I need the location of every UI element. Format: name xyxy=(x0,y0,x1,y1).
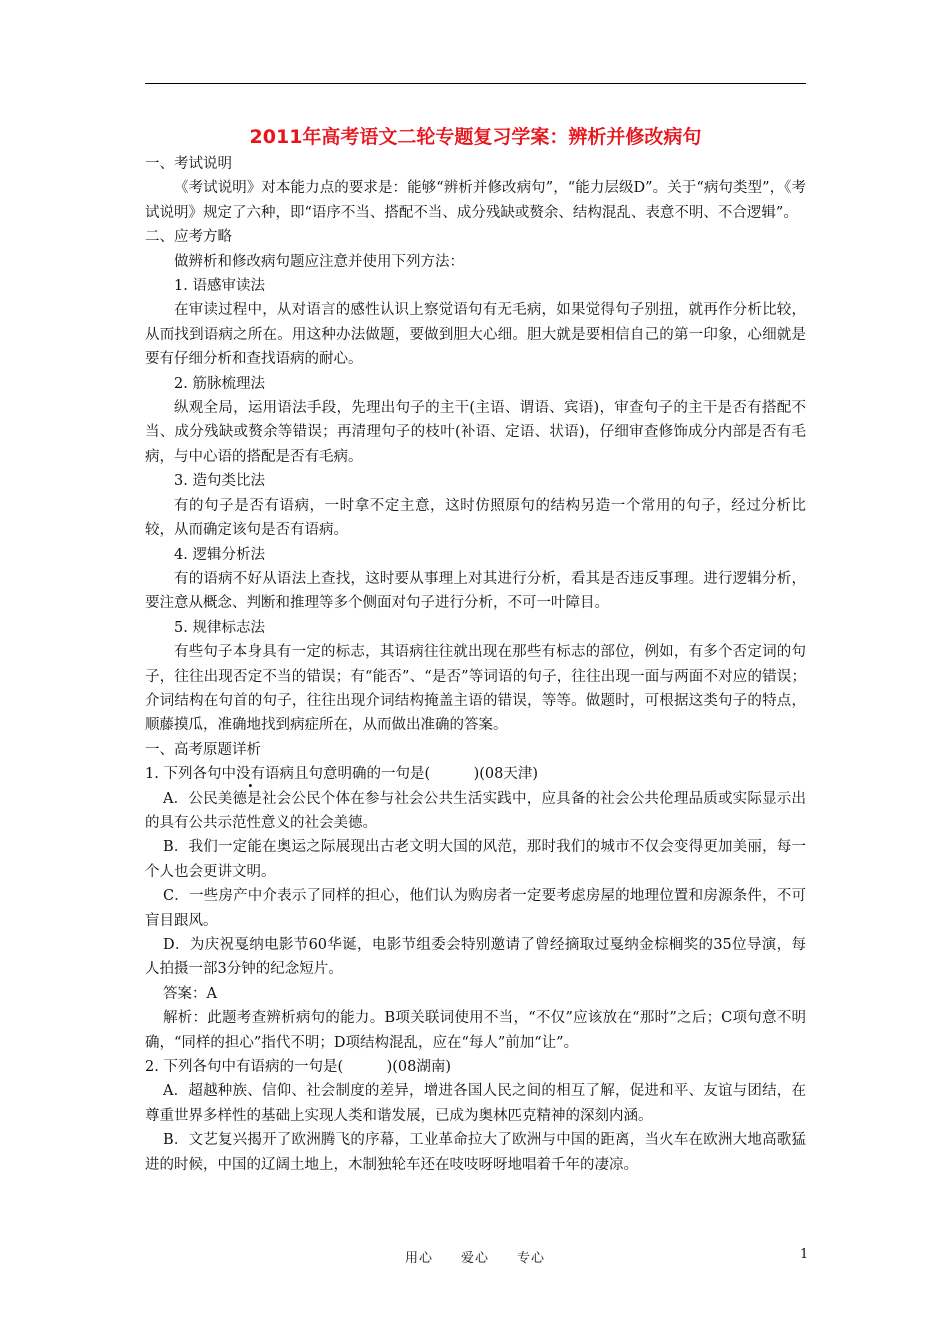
section-heading-past-questions: 一、高考原题详析 xyxy=(145,741,261,758)
page-number: 1 xyxy=(800,1247,809,1262)
strategy-intro: 做辨析和修改病句题应注意并使用下列方法： xyxy=(174,253,464,270)
question-1-stem-pre: 1. 下列各句中 xyxy=(145,766,236,783)
document-title: 2011年高考语文二轮专题复习学案：辨析并修改病句 xyxy=(249,126,702,148)
question-1-stem xyxy=(145,762,806,786)
question-2-stem: 2. 下列各句中有语病的一句是( )(08湖南) xyxy=(145,1059,452,1076)
section-heading-strategy: 二、应考方略 xyxy=(145,229,232,246)
question-1-option-b: B．我们一定能在奥运之际展现出古老文明大国的风范，那时我们的城市不仅会变得更加美丽，每一个人也会更讲文明。 xyxy=(145,839,806,880)
method-3-title: 3. 造句类比法 xyxy=(174,473,265,490)
header-rule xyxy=(145,83,806,84)
question-1-option-d: D．为庆祝戛纳电影节60华诞，电影节组委会特别邀请了曾经摘取过戛纳金棕榈奖的35位导演，每人拍摄一部3分钟的纪念短片。 xyxy=(145,937,806,978)
method-1-title: 1. 语感审读法 xyxy=(174,278,265,295)
document-body xyxy=(145,124,806,1177)
question-1-option-a: A．公民美德是社会公民个体在参与社会公共生活实践中，应具备的社会公共伦理品质或实际显示出的具有公共示范性意义的社会美德。 xyxy=(145,790,806,831)
method-2-title: 2. 筋脉梳理法 xyxy=(174,375,265,392)
method-5-title: 5. 规律标志法 xyxy=(174,619,265,636)
question-1-stem-post: 语病且句意明确的一句是( )(08天津) xyxy=(264,766,539,783)
question-1-option-c: C．一些房产中介表示了同样的担心，他们认为购房者一定要考虑房屋的地理位置和房源条件，不可盲目跟风。 xyxy=(145,888,806,929)
method-4-text: 有的语病不好从语法上查找，这时要从事理上对其进行分析，看其是否违反事理。进行逻辑分析，要注意从概念、判断和推理等多个侧面对句子进行分析，不可一叶障目。 xyxy=(145,570,806,612)
question-1-analysis: 解析：此题考查辨析病句的能力。B项关联词使用不当，“不仅”应该放在“那时”之后；C项句意不明确，“同样的担心”指代不明；D项结构混乱，应在“每人”前加“让”。 xyxy=(145,1010,806,1051)
question-2-option-a: A．超越种族、信仰、社会制度的差异，增进各国人民之间的相互了解，促进和平、友谊与团结，在尊重世界多样性的基础上实现人类和谐发展，已成为奥林匹克精神的深刻内涵。 xyxy=(145,1083,806,1124)
question-2-option-b: B．文艺复兴揭开了欧洲腾飞的序幕，工业革命拉大了欧洲与中国的距离，当火车在欧洲大地高歌猛进的时候，中国的辽阔土地上，木制独轮车还在吱吱呀呀地唱着千年的凄凉。 xyxy=(145,1132,806,1173)
footer-motto: 用心 爱心 专心 xyxy=(404,1251,545,1266)
question-1-answer: 答案：A xyxy=(163,985,217,1002)
section-heading-exam-description: 一、考试说明 xyxy=(145,156,232,172)
exam-description-paragraph: 《考试说明》对本能力点的要求是：能够“辨析并修改病句”，“能力层级D”。关于“病句类型”，《考试说明》规定了六种，即“语序不当、搭配不当、成分残缺或赘余、结构混乱、表意不明、不合逻辑”。 xyxy=(145,180,806,221)
method-4-title: 4. 逻辑分析法 xyxy=(174,546,265,563)
method-5-text: 有些句子本身具有一定的标志，其语病往往就出现在那些有标志的部位，例如，有多个否定词的句子，往往出现否定不当的错误；有“能否”、“是否”等词语的句子，往往出现一面与两面不对应的错误；介词结构在句首的句子，往往出现介词结构掩盖主语的错误，等等。做题时，可根据这类句子的特点，顺藤摸瓜，准确地找到病症所在，从而做出准确的答案。 xyxy=(145,644,806,734)
question-1-emphasis: 没有 xyxy=(235,766,265,783)
method-3-text: 有的句子是否有语病，一时拿不定主意，这时仿照原句的结构另造一个常用的句子，经过分析比较，从而确定该句是否有语病。 xyxy=(145,497,806,539)
method-2-text: 纵观全局，运用语法手段，先理出句子的主干(主语、谓语、宾语)，审查句子的主干是否有搭配不当、成分残缺或赘余等错误；再清理句子的枝叶(补语、定语、状语)，仔细审查修饰成分内部是否有毛病，与中心语的搭配是否有毛病。 xyxy=(145,400,806,465)
method-1-text: 在审读过程中，从对语言的感性认识上察觉语句有无毛病，如果觉得句子别扭，就再作分析比较，从而找到语病之所在。用这种办法做题，要做到胆大心细。胆大就是要相信自己的第一印象，心细就是要有仔细分析和查找语病的耐心。 xyxy=(145,302,806,368)
